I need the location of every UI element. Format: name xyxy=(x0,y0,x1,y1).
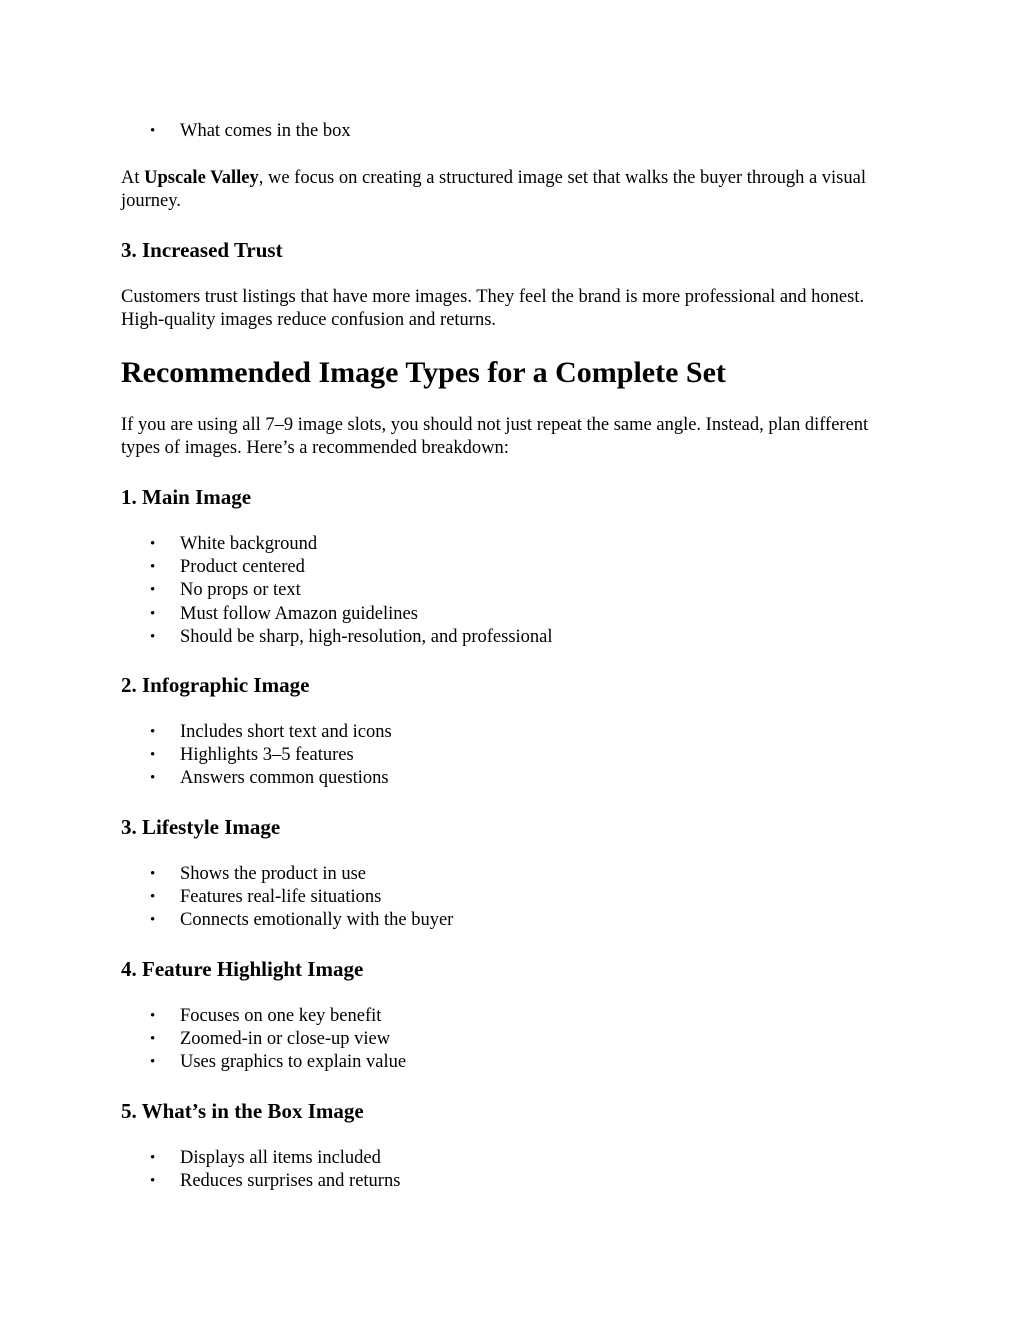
section-heading-main-image: 1. Main Image xyxy=(121,485,252,509)
page-title: Recommended Image Types for a Complete Set xyxy=(121,356,726,389)
list-item: • Uses graphics to explain value xyxy=(121,1051,901,1074)
list-item: • Highlights 3–5 features xyxy=(121,744,901,767)
list-item: • Reduces surprises and returns xyxy=(121,1170,901,1193)
list-item: • No props or text xyxy=(121,579,901,602)
intro-prefix: At xyxy=(121,168,145,188)
brand-name: Upscale Valley xyxy=(144,168,259,188)
trust-paragraph: Customers trust listings that have more images. They feel the brand is more professional and honest. High-quality images reduce confusion and returns. xyxy=(121,287,865,330)
main-intro-paragraph: If you are using all 7–9 image slots, you should not just repeat the same angle. Instead, plan different types of images. Here’s a recommended breakdown: xyxy=(121,415,869,458)
list-item: • Should be sharp, high-resolution, and professional xyxy=(121,626,901,649)
list-item: • Zoomed-in or close-up view xyxy=(121,1028,901,1051)
top-bullet-list xyxy=(121,120,901,143)
list-item: • White background xyxy=(121,533,901,556)
section-heading-whats-in-the-box-image: 5. What’s in the Box Image xyxy=(121,1099,364,1123)
list-item: • Includes short text and icons xyxy=(121,721,901,744)
list-item: • Answers common questions xyxy=(121,767,901,790)
section-list-infographic-image xyxy=(121,721,901,791)
list-item: • Connects emotionally with the buyer xyxy=(121,909,901,932)
list-item: • Product centered xyxy=(121,556,901,579)
section-heading-lifestyle-image: 3. Lifestyle Image xyxy=(121,815,281,839)
section-heading-infographic-image: 2. Infographic Image xyxy=(121,673,310,697)
list-item: • Features real-life situations xyxy=(121,886,901,909)
list-item: • Focuses on one key benefit xyxy=(121,1005,901,1028)
trust-heading: 3. Increased Trust xyxy=(121,238,283,262)
section-list-feature-highlight-image xyxy=(121,1005,901,1075)
section-list-main-image xyxy=(121,533,901,649)
list-item: • Displays all items included xyxy=(121,1147,901,1170)
section-list-lifestyle-image xyxy=(121,863,901,933)
intro-suffix: , we focus on creating a structured image set that walks the buyer through a visual journey. xyxy=(121,168,866,211)
section-list-whats-in-the-box-image xyxy=(121,1147,901,1193)
section-heading-feature-highlight-image: 4. Feature Highlight Image xyxy=(121,957,364,981)
list-item: • Must follow Amazon guidelines xyxy=(121,603,901,626)
list-item: • Shows the product in use xyxy=(121,863,901,886)
intro-paragraph xyxy=(121,167,901,213)
list-item: • What comes in the box xyxy=(121,120,901,143)
